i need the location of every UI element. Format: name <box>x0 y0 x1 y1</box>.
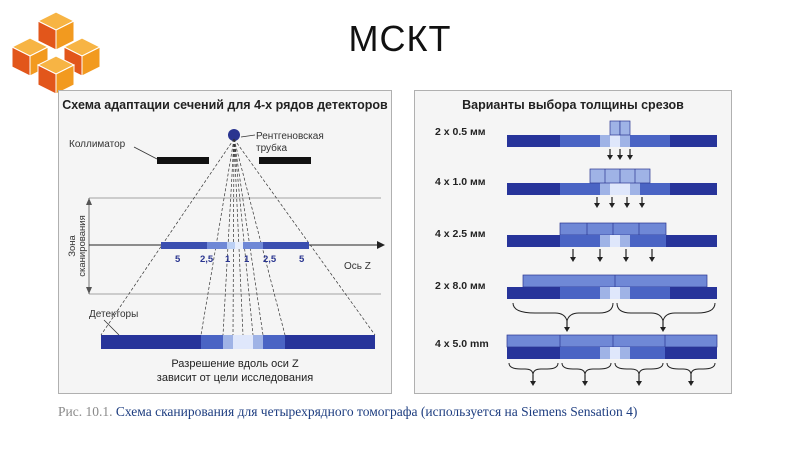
slice-number-2: 2,5 <box>200 254 214 265</box>
arrow-down-icon <box>636 381 642 386</box>
tube-label-line1: Рентгеновская <box>256 131 324 142</box>
z-axis-label: Ось Z <box>344 261 371 272</box>
left-panel-title: Схема адаптации сечений для 4-х рядов детекторов <box>62 98 388 112</box>
detector-array <box>101 335 375 349</box>
z-axis-arrow-icon <box>377 241 385 249</box>
collimator-label: Коллиматор <box>69 139 126 150</box>
adaptation-scheme-diagram <box>59 91 391 393</box>
tube-label-line2: трубка <box>256 143 288 154</box>
fan-ray <box>101 139 234 335</box>
arrow-down-icon <box>607 155 613 160</box>
slice-number-1: 5 <box>175 254 181 265</box>
arrow-down-icon <box>582 381 588 386</box>
fan-ray <box>234 139 253 335</box>
fan-ray <box>234 139 375 335</box>
option-label-2: 4 x 1.0 мм <box>435 176 486 188</box>
x-ray-fan <box>101 139 375 335</box>
option-label-3: 4 x 2.5 мм <box>435 228 486 240</box>
arrow-down-icon <box>660 327 666 332</box>
arrow-down-icon <box>649 257 655 262</box>
option-arrows-4 <box>564 321 666 332</box>
option-diagram-4 <box>507 275 717 321</box>
slice-thickness-diagram <box>415 91 731 393</box>
collimator-left-block <box>157 157 209 164</box>
option-arrows-5 <box>530 375 694 386</box>
fan-ray <box>233 139 234 335</box>
arrow-down-icon <box>594 203 600 208</box>
fan-ray <box>234 139 263 335</box>
fan-ray <box>201 139 234 335</box>
arrow-down-icon <box>639 203 645 208</box>
arrow-down-icon <box>609 203 615 208</box>
option-diagram-1 <box>507 121 717 147</box>
slice-number-6: 5 <box>299 254 305 265</box>
arrow-down-icon <box>623 257 629 262</box>
arrow-down-icon <box>564 327 570 332</box>
resolution-line2: зависит от цели исследования <box>156 372 314 384</box>
option-diagram-3 <box>507 223 717 247</box>
detectors-label: Детекторы <box>89 309 139 320</box>
right-diagram-panel <box>414 90 732 394</box>
figure-caption <box>58 404 637 420</box>
figure-caption-text: Схема сканирования для четырехрядного томографа (используется на Siemens Sensation 4) <box>115 404 638 419</box>
collimator-right-block <box>259 157 311 164</box>
figure-number: Рис. 10.1. <box>58 404 113 419</box>
zone-label-line2: сканирования <box>77 215 88 277</box>
tube-pointer-line <box>241 135 255 137</box>
arrow-down-icon <box>570 257 576 262</box>
arrow-down-icon <box>530 381 536 386</box>
arrow-down-icon <box>617 155 623 160</box>
left-diagram-panel <box>58 90 392 394</box>
option-arrows-1 <box>607 149 633 160</box>
option-arrows-2 <box>594 197 645 208</box>
option-label-4: 2 x 8.0 мм <box>435 280 486 292</box>
arrow-down-icon <box>624 203 630 208</box>
option-diagram-2 <box>507 169 717 195</box>
arrow-down-icon <box>688 381 694 386</box>
option-label-1: 2 x 0.5 мм <box>435 126 486 138</box>
option-diagram-5 <box>507 335 717 375</box>
slice-number-3: 1 <box>225 254 231 265</box>
resolution-line1: Разрешение вдоль оси Z <box>171 358 299 370</box>
fan-ray <box>223 139 234 335</box>
option-arrows-3 <box>570 249 655 262</box>
arrow-down-icon <box>597 257 603 262</box>
slide-title: МСКТ <box>348 18 452 59</box>
slice-strip <box>161 242 309 249</box>
zone-arrow-down-icon <box>86 287 92 294</box>
slice-number-5: 2,5 <box>263 254 277 265</box>
slice-number-4: 1 <box>244 254 250 265</box>
zone-label-line1: Зона <box>67 235 78 257</box>
right-panel-title: Варианты выбора толщины срезов <box>462 98 684 112</box>
arrow-down-icon <box>627 155 633 160</box>
option-label-5: 4 x 5.0 mm <box>435 338 489 350</box>
zone-arrow-up-icon <box>86 198 92 205</box>
collimator-pointer-line <box>134 147 157 159</box>
